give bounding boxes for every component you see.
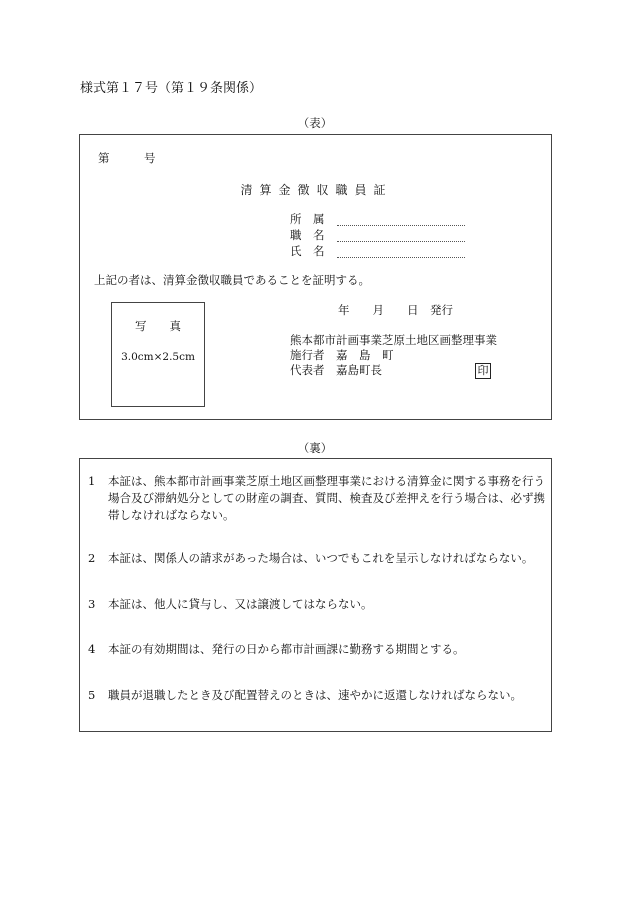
field-line-position [337,241,465,242]
form-number-heading: 様式第１７号（第１９条関係） [80,81,263,96]
photo-label: 写 真 [135,319,181,333]
field-line-name [337,257,465,258]
item-text: 本証は、他人に貸与し、又は譲渡してはならない。 [108,597,373,611]
card-title: 清算金徴収職員証 [240,183,393,197]
item-text: 本証は、熊本都市計画事業芝原土地区画整理事業における清算金に関する事務を行う場合及び滞納処分としての財産の調査、質問、検査及び差押えを行う場合は、必ず携帯しなければならない。 [108,474,545,522]
back-caption: （裏） [297,441,333,455]
item-text: 職員が退職したとき及び配置替えのときは、速やかに返還しなければならない。 [108,688,522,702]
field-label-position: 職 名 [290,228,325,242]
back-item [88,596,550,613]
item-text: 本証の有効期間は、発行の日から都市計画課に勤務する期間とする。 [108,642,465,656]
back-item [88,550,550,567]
front-caption: （表） [297,116,333,130]
back-item [88,641,550,658]
issuer-representative: 代表者 嘉島町長 [290,363,382,377]
field-line-affiliation [337,225,465,226]
item-text: 本証は、関係人の請求があった場合は、いつでもこれを呈示しなければならない。 [108,551,534,565]
issuer-executor: 施行者 嘉 島 町 [290,348,394,362]
field-label-affiliation: 所 属 [290,212,325,226]
photo-size: 3.0cm×2.5cm [121,351,195,363]
item-number: 1 [88,474,96,488]
back-item [88,687,550,704]
issue-date: 年 月 日 発行 [338,303,453,317]
item-number: 3 [88,597,96,611]
seal-stamp: 印 [475,363,491,379]
issuer-project: 熊本都市計画事業芝原土地区画整理事業 [290,333,497,347]
photo-placeholder [111,302,205,407]
certify-text: 上記の者は、清算金徴収職員であることを証明する。 [94,273,370,287]
field-label-name: 氏 名 [290,244,325,258]
card-number-label: 第 号 [98,151,156,165]
item-number: 4 [88,642,96,656]
item-number: 2 [88,551,96,565]
back-item [88,473,550,524]
front-card [79,134,552,420]
item-number: 5 [88,688,96,702]
